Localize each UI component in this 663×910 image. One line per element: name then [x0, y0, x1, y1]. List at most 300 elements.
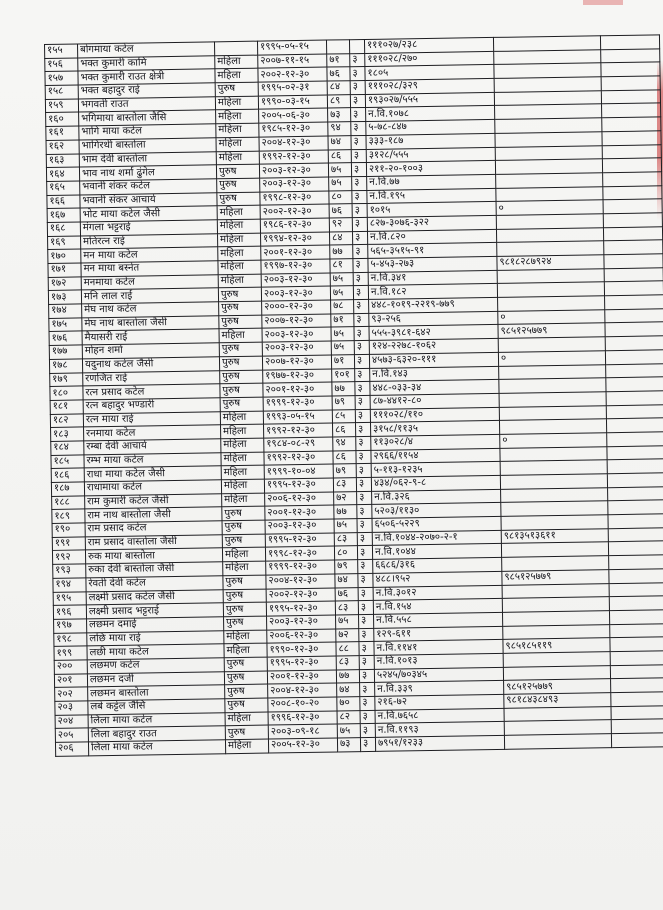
person-name-cell: मेघ नाथ बास्तोला जैसी	[82, 316, 219, 332]
gender-cell: पुरुष	[224, 616, 267, 630]
gender-cell: पुरुष	[224, 657, 267, 671]
id-number-cell: ५२४५/७०३४५	[374, 667, 503, 683]
id-number-cell: २९६६/११५४	[371, 448, 500, 464]
age-cell: ७९	[333, 464, 356, 478]
age-cell: ८०	[334, 546, 357, 560]
phone-number-cell: ०	[498, 351, 605, 366]
gender-cell: पुरुष	[218, 287, 261, 301]
person-name-cell: भवानी संकर आचार्य	[80, 192, 217, 208]
age-cell: ७१	[331, 313, 354, 327]
ward-number-cell: ३	[352, 217, 367, 231]
id-number-cell: २१६-७२	[375, 694, 504, 710]
person-name-cell: राम प्रसाद वास्तोला जैसी	[85, 535, 222, 551]
serial-number-cell: १५८	[45, 85, 78, 99]
age-cell: ८६	[333, 450, 356, 464]
age-cell: ७२	[336, 628, 359, 642]
serial-number-cell: १५५	[45, 44, 78, 58]
serial-number-cell: १८८	[52, 496, 85, 510]
person-name-cell: मेघ नाथ कटेल	[82, 302, 219, 318]
id-number-cell: १२९-६११	[374, 626, 503, 642]
remarks-cell	[602, 144, 661, 159]
age-cell: ८३	[336, 656, 359, 670]
gender-cell: पुरुष	[222, 520, 265, 534]
gender-cell: पुरुष	[217, 192, 260, 206]
serial-number-cell: १६८	[47, 222, 80, 236]
age-cell: ७७	[336, 669, 359, 683]
remarks-cell	[605, 309, 663, 324]
serial-number-cell: १७९	[50, 372, 83, 386]
phone-number-cell: ०	[500, 433, 607, 448]
person-name-cell: भक्त बहादुर राई	[78, 83, 215, 99]
age-cell: ७०	[337, 697, 360, 711]
serial-number-cell: २०६	[55, 742, 88, 756]
ward-number-cell: ३	[350, 94, 365, 108]
ward-number-cell: ३	[359, 655, 374, 669]
ward-number-cell: ३	[351, 135, 366, 149]
serial-number-cell: १६२	[46, 140, 79, 154]
date-of-birth-cell: १९९२-१२-३०	[264, 451, 333, 466]
person-name-cell: लछमण कटेल	[87, 658, 224, 674]
id-number-cell: ३३३-१८७	[366, 133, 495, 149]
age-cell: ७५	[337, 724, 360, 738]
serial-number-cell: १९५	[53, 591, 86, 605]
id-number-cell: ५-११३-१२३५	[371, 462, 500, 478]
ward-number-cell: ३	[358, 573, 373, 587]
ward-number-cell: ३	[355, 409, 370, 423]
gender-cell: महिला	[224, 643, 267, 657]
id-number-cell: ९३-२५६	[369, 311, 498, 327]
remarks-cell	[605, 322, 663, 337]
gender-cell: पुरुष	[216, 164, 259, 178]
person-name-cell: लछि माया राई	[87, 630, 224, 646]
id-number-cell: न.वि.१०१३	[374, 653, 503, 669]
gender-cell: महिला	[216, 151, 259, 165]
age-cell	[326, 40, 349, 54]
serial-number-cell: २०२	[55, 687, 88, 701]
ward-number-cell: ३	[360, 737, 375, 751]
gender-cell: महिला	[221, 465, 264, 479]
gender-cell	[214, 41, 257, 55]
date-of-birth-cell: १९९९-१०-०४	[264, 464, 333, 479]
age-cell: ७४	[337, 683, 360, 697]
gender-cell: महिला	[216, 110, 259, 124]
gender-cell: महिला	[222, 493, 265, 507]
id-number-cell: न.वि.१०७८	[366, 106, 495, 122]
serial-number-cell: १७३	[48, 290, 81, 304]
age-cell: ७५	[328, 163, 351, 177]
id-number-cell: १११०२८/३२९	[365, 78, 494, 94]
phone-number-cell: ९८५१२५७७९	[504, 679, 611, 694]
ward-number-cell: ३	[356, 477, 371, 491]
age-cell: ७५	[336, 615, 359, 629]
remarks-cell	[606, 418, 663, 433]
date-of-birth-cell: २०००-१२-३०	[262, 300, 331, 315]
gender-cell: महिला	[220, 411, 263, 425]
remarks-cell	[611, 678, 663, 693]
remarks-cell	[603, 226, 662, 241]
person-name-cell: लछमन दमाई	[87, 617, 224, 633]
id-number-cell: १८०५	[365, 65, 494, 81]
ward-number-cell: ३	[357, 546, 372, 560]
age-cell: ७५	[334, 519, 357, 533]
ward-number-cell: ३	[356, 436, 371, 450]
id-number-cell: ७९५१/१२३३	[375, 735, 504, 751]
person-name-cell: रणजित राई	[83, 370, 220, 386]
id-number-cell: न.वि.३२६	[372, 489, 501, 505]
age-cell: ८४	[329, 231, 352, 245]
serial-number-cell: १९७	[54, 619, 87, 633]
phone-number-cell: ९८५१२५७७९	[502, 570, 609, 585]
person-name-cell: भगिमाया बास्तोला जैसि	[79, 110, 216, 126]
person-name-cell: भागि माया कटेल	[79, 124, 216, 140]
person-name-cell: रत्न माया राई	[83, 411, 220, 427]
ward-number-cell: ३	[354, 327, 369, 341]
age-cell: ७३	[328, 108, 351, 122]
person-name-cell: राम नाथ बास्तोला जैसी	[85, 507, 222, 523]
remarks-cell	[600, 35, 659, 50]
person-name-cell: रुका देवी बास्तोला जैसी	[86, 562, 223, 578]
remarks-cell	[608, 486, 663, 501]
age-cell: ७५	[330, 286, 353, 300]
phone-number-cell: ०	[496, 200, 603, 215]
ward-number-cell: ३	[353, 245, 368, 259]
id-number-cell: ४३४/०६२-९-८	[371, 475, 500, 491]
serial-number-cell: १६५	[47, 181, 80, 195]
serial-number-cell: १६४	[46, 167, 79, 181]
ward-number-cell: ३	[353, 286, 368, 300]
id-number-cell: न.वि.१४३	[370, 366, 499, 382]
id-number-cell: ५२०३/११३०	[372, 503, 501, 519]
person-name-cell: मन माया कटेल	[81, 247, 218, 263]
serial-number-cell: १९०	[52, 523, 85, 537]
ward-number-cell: ३	[359, 642, 374, 656]
person-name-cell: रम्भ माया कटेल	[84, 452, 221, 468]
gender-cell: पुरुष	[220, 383, 263, 397]
gender-cell: पुरुष	[225, 698, 268, 712]
ward-number-cell: ३	[358, 601, 373, 615]
date-of-birth-cell: २००३-१२-३०	[259, 163, 328, 178]
person-name-cell: रुक माया बास्तोला	[85, 548, 222, 564]
date-of-birth-cell: २००७-११-१५	[258, 54, 327, 69]
id-number-cell: न.वि.७६५८	[375, 708, 504, 724]
remarks-cell	[604, 240, 663, 255]
ward-number-cell: ३	[358, 614, 373, 628]
person-name-cell: मैयासरी राई	[82, 329, 219, 345]
id-number-cell: ३१२८/५५५	[366, 147, 495, 163]
remarks-cell	[609, 596, 663, 611]
person-name-cell: मन माया बस्नेत	[81, 261, 218, 277]
person-name-cell: मनमाया कटेल	[81, 274, 218, 290]
gender-cell: महिला	[217, 233, 260, 247]
phone-number-cell: ९८५१२५७७९	[498, 323, 605, 338]
remarks-cell	[608, 500, 663, 515]
date-of-birth-cell: १९८५-१२-३०	[259, 122, 328, 137]
person-name-cell: राम कुमारी कटेल जैसी	[85, 493, 222, 509]
serial-number-cell: १९६	[53, 605, 86, 619]
serial-number-cell: १९४	[53, 578, 86, 592]
register-body	[45, 35, 663, 756]
ward-number-cell: ३	[351, 108, 366, 122]
date-of-birth-cell: २००२-१२-३०	[258, 67, 327, 82]
age-cell: ८३	[333, 478, 356, 492]
age-cell: ७५	[331, 341, 354, 355]
person-name-cell: भागिरथी बास्तोला	[79, 138, 216, 154]
id-number-cell: १११०२८/२७०	[365, 51, 494, 67]
ward-number-cell: ३	[360, 724, 375, 738]
remarks-cell	[606, 363, 663, 378]
serial-number-cell: १५७	[45, 71, 78, 85]
person-name-cell: राम प्रसाद कटेल	[85, 521, 222, 537]
serial-number-cell: १८३	[51, 427, 84, 441]
id-number-cell: ११३०२८/४	[371, 434, 500, 450]
age-cell: ७४	[328, 136, 351, 150]
gender-cell: पुरुष	[219, 315, 262, 329]
gender-cell: पुरुष	[223, 602, 266, 616]
remarks-cell	[611, 705, 663, 720]
date-of-birth-cell: १९९५-०२-३१	[258, 81, 327, 96]
age-cell: ९२	[329, 218, 352, 232]
date-of-birth-cell: १९८४-०८-२९	[264, 437, 333, 452]
age-cell: ८८	[336, 642, 359, 656]
person-name-cell: राधा माया कटेल जैसी	[84, 466, 221, 482]
person-name-cell: भगवती राउत	[78, 97, 215, 113]
serial-number-cell: १८१	[50, 400, 83, 414]
remarks-cell	[602, 117, 661, 132]
age-cell: ७५	[330, 272, 353, 286]
ward-number-cell: ३	[355, 423, 370, 437]
id-number-cell: न.वि.५५८	[373, 612, 502, 628]
person-name-cell: मोहन शर्मा	[82, 343, 219, 359]
serial-number-cell: १६६	[47, 195, 80, 209]
age-cell: १०१	[332, 368, 355, 382]
ward-number-cell: ३	[357, 491, 372, 505]
serial-number-cell: १८९	[52, 509, 85, 523]
age-cell: ८५	[332, 409, 355, 423]
date-of-birth-cell: २००७-१२-३०	[262, 314, 331, 329]
id-number-cell: १९३०२७/५५५	[365, 92, 494, 108]
remarks-cell	[605, 350, 663, 365]
date-of-birth-cell: २००३-१२-३०	[262, 327, 331, 342]
ward-number-cell: ३	[357, 532, 372, 546]
id-number-cell: ४८८।९५२	[373, 571, 502, 587]
remarks-cell	[610, 637, 663, 652]
age-cell: ८९	[327, 94, 350, 108]
ward-number-cell: ३	[354, 341, 369, 355]
serial-number-cell: १८७	[51, 482, 84, 496]
remarks-cell	[610, 664, 663, 679]
ward-number-cell: ३	[356, 464, 371, 478]
age-cell: ८६	[328, 149, 351, 163]
gender-cell: महिला	[224, 630, 267, 644]
gender-cell: महिला	[223, 561, 266, 575]
ward-number-cell: ३	[350, 67, 365, 81]
ward-number-cell: ३	[360, 710, 375, 724]
person-name-cell: लक्ष्मी प्रसाद भट्टराई	[86, 603, 223, 619]
phone-number-cell: ९८५१८५११९	[503, 638, 610, 653]
person-name-cell: रत्न प्रसाद कटेल	[83, 384, 220, 400]
remarks-cell	[611, 719, 663, 734]
remarks-cell	[601, 49, 660, 64]
id-number-cell: न.वि.११४१	[374, 640, 503, 656]
person-name-cell: लछमन दर्जी	[87, 671, 224, 687]
age-cell: ७६	[329, 204, 352, 218]
remarks-cell	[603, 185, 662, 200]
person-name-cell: लिला माया कटेल	[88, 712, 225, 728]
remarks-cell	[603, 199, 662, 214]
date-of-birth-cell: १९९६-१२-३०	[268, 711, 337, 726]
remarks-cell	[607, 459, 663, 474]
date-of-birth-cell: २००३-१२-३०	[265, 519, 334, 534]
person-name-cell: लछमन बास्तोला	[88, 685, 225, 701]
gender-cell: पुरुष	[222, 506, 265, 520]
date-of-birth-cell: १९७७-१२-३०	[263, 369, 332, 384]
date-of-birth-cell: १९९३-०५-१५	[263, 410, 332, 425]
date-of-birth-cell: २००४-१२-३०	[259, 136, 328, 151]
date-of-birth-cell: १९९४-१२-३०	[260, 232, 329, 247]
ward-number-cell: ३	[350, 53, 365, 67]
age-cell: ७६	[335, 587, 358, 601]
date-of-birth-cell: १९९८-१२-३०	[265, 546, 334, 561]
serial-number-cell: १९१	[52, 537, 85, 551]
date-of-birth-cell: २००६-१२-३०	[265, 492, 334, 507]
gender-cell: महिला	[221, 438, 264, 452]
gender-cell: पुरुष	[219, 301, 262, 315]
person-name-cell: लछी माया कटेल	[87, 644, 224, 660]
remarks-cell	[606, 391, 663, 406]
age-cell: ७१	[331, 354, 354, 368]
age-cell: ८६	[332, 423, 355, 437]
serial-number-cell: १९३	[53, 564, 86, 578]
gender-cell: पुरुष	[219, 342, 262, 356]
gender-cell: महिला	[215, 96, 258, 110]
id-number-cell: न.वि.३०१२	[373, 585, 502, 601]
date-of-birth-cell: २००५-०६-३०	[259, 108, 328, 123]
date-of-birth-cell: २००२-१२-३०	[266, 587, 335, 602]
id-number-cell: ५-७८-८४७	[366, 120, 495, 136]
person-name-cell: मनि लाल राई	[81, 288, 218, 304]
ward-number-cell: ३	[354, 313, 369, 327]
gender-cell: महिला	[217, 205, 260, 219]
remarks-cell	[602, 103, 661, 118]
gender-cell: पुरुष	[222, 534, 265, 548]
serial-number-cell: १६०	[46, 112, 79, 126]
ward-number-cell: ३	[352, 231, 367, 245]
age-cell: ८३	[334, 532, 357, 546]
age-cell: ७६	[327, 67, 350, 81]
remarks-cell	[601, 62, 660, 77]
remarks-cell	[609, 582, 663, 597]
serial-number-cell: १७५	[49, 318, 82, 332]
date-of-birth-cell: १९९७-१२-३०	[261, 259, 330, 274]
date-of-birth-cell: १९९८-१२-३०	[260, 191, 329, 206]
remarks-cell	[605, 336, 663, 351]
id-number-cell: १०१५	[367, 202, 496, 218]
remarks-cell	[601, 90, 660, 105]
gender-cell: महिला	[218, 246, 261, 260]
date-of-birth-cell: १९९५-१२-३०	[265, 533, 334, 548]
ward-number-cell: ३	[360, 683, 375, 697]
red-stamp-mark	[583, 0, 623, 5]
serial-number-cell: १९९	[54, 646, 87, 660]
date-of-birth-cell: २००५-१२-३०	[268, 738, 337, 753]
ward-number-cell: ३	[354, 299, 369, 313]
ward-number-cell: ३	[351, 163, 366, 177]
age-cell: ८१	[330, 259, 353, 273]
remarks-cell	[609, 555, 663, 570]
id-number-cell: ८२७-३०७६-३२२	[367, 215, 496, 231]
date-of-birth-cell: १९९५-१२-३०	[267, 656, 336, 671]
ward-number-cell: ३	[358, 560, 373, 574]
serial-number-cell: १६१	[46, 126, 79, 140]
person-name-cell: रनमाया कटेल	[84, 425, 221, 441]
id-number-cell: न.वि.१८२	[368, 284, 497, 300]
register-table	[44, 34, 663, 756]
serial-number-cell: २०४	[55, 715, 88, 729]
id-number-cell: ५६५-३५१५-९१	[368, 243, 497, 259]
date-of-birth-cell: १९८६-१२-३०	[260, 218, 329, 233]
age-cell: ७९	[335, 560, 358, 574]
date-of-birth-cell: २००३-१२-३०	[261, 286, 330, 301]
date-of-birth-cell: २००१-१२-३०	[265, 505, 334, 520]
remarks-cell	[608, 541, 663, 556]
remarks-cell	[611, 733, 663, 748]
serial-number-cell: १८२	[50, 413, 83, 427]
id-number-cell: ३१५८/११३५	[370, 421, 499, 437]
date-of-birth-cell: २००२-१२-३०	[260, 204, 329, 219]
age-cell: ७७	[330, 245, 353, 259]
serial-number-cell: १८४	[51, 441, 84, 455]
age-cell: ८२	[337, 710, 360, 724]
remarks-cell	[608, 528, 663, 543]
age-cell: ७९	[332, 396, 355, 410]
serial-number-cell: १८६	[51, 468, 84, 482]
person-name-cell: यदुनाथ कटेल जैसी	[82, 357, 219, 373]
gender-cell: महिला	[221, 424, 264, 438]
remarks-cell	[609, 569, 663, 584]
remarks-cell	[604, 254, 663, 269]
serial-number-cell: १७७	[49, 345, 82, 359]
date-of-birth-cell: २००४-१२-३०	[266, 574, 335, 589]
id-number-cell: ४४८-१०१९-२२१९-७७९	[369, 297, 498, 313]
serial-number-cell: १५६	[45, 58, 78, 72]
ward-number-cell: ३	[360, 696, 375, 710]
remarks-cell	[603, 213, 662, 228]
remarks-cell	[604, 281, 663, 296]
serial-number-cell: १९२	[52, 550, 85, 564]
id-number-cell: ६५०६-५२२९	[372, 516, 501, 532]
ward-number-cell: ३	[357, 518, 372, 532]
gender-cell: पुरुष	[219, 356, 262, 370]
remarks-cell	[608, 514, 663, 529]
gender-cell: महिला	[225, 712, 268, 726]
gender-cell: महिला	[218, 274, 261, 288]
serial-number-cell: १६९	[48, 236, 81, 250]
ward-number-cell: ३	[352, 176, 367, 190]
age-cell: ७३	[337, 738, 360, 752]
id-number-cell: न.वि.१९५	[367, 188, 496, 204]
gender-cell: महिला	[218, 260, 261, 274]
date-of-birth-cell: १९९०-०३-१५	[258, 95, 327, 110]
ward-number-cell: ३	[352, 204, 367, 218]
id-number-cell: ४५७३-६३२०-१११	[369, 352, 498, 368]
remarks-cell	[603, 172, 662, 187]
date-of-birth-cell: १९९२-१२-३०	[259, 150, 328, 165]
person-name-cell: भाव नाथ शर्मा ढुंगेल	[79, 165, 216, 181]
gender-cell: पुरुष	[225, 684, 268, 698]
gender-cell: महिला	[216, 137, 259, 151]
age-cell: ७७	[332, 382, 355, 396]
remarks-cell	[606, 404, 663, 419]
